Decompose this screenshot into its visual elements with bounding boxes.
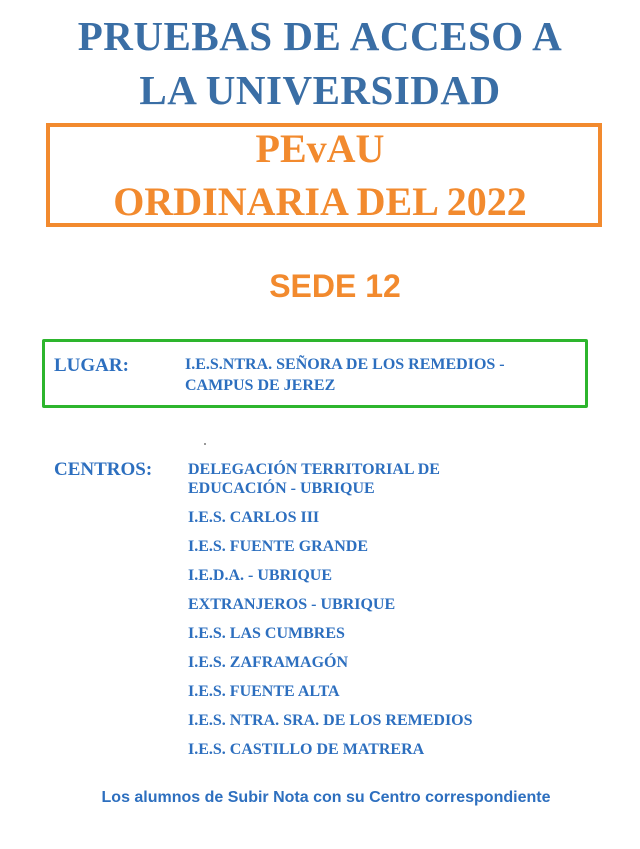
lugar-line-2: CAMPUS DE JEREZ [185,377,336,394]
centro-item [188,682,528,701]
centro-line: I.E.S. FUENTE GRANDE [188,538,369,555]
centro-line: I.E.D.A. - UBRIQUE [188,567,333,584]
centro-item [188,711,528,730]
centro-item [188,624,528,643]
stray-dot [204,443,206,445]
centro-line: I.E.S. ZAFRAMAGÓN [188,654,349,671]
centro-item [188,537,528,556]
centro-line: EDUCACIÓN - UBRIQUE [188,480,375,497]
centro-line: DELEGACIÓN TERRITORIAL DE [188,461,440,478]
centro-line: I.E.S. LAS CUMBRES [188,625,345,642]
centros-list [188,460,528,759]
centro-item [188,566,528,585]
footer-note: Los alumnos de Subir Nota con su Centro correspondiente [101,789,551,806]
centro-item [188,653,528,672]
centro-line: EXTRANJEROS - UBRIQUE [188,596,396,613]
sede-heading: SEDE 12 [269,268,401,304]
exam-session: ORDINARIA DEL 2022 [113,179,527,224]
centro-item [188,595,528,614]
lugar-label: LUGAR: [54,355,129,376]
centros-label: CENTROS: [54,459,153,480]
centro-line: I.E.S. FUENTE ALTA [188,683,340,700]
lugar-value [185,354,585,396]
title-line-1: PRUEBAS DE ACCESO A [77,13,563,59]
centro-item [188,740,528,759]
centro-item [188,460,528,498]
centro-line: I.E.S. CARLOS III [188,509,320,526]
centro-item [188,508,528,527]
centro-line: I.E.S. NTRA. SRA. DE LOS REMEDIOS [188,712,473,729]
lugar-line-1: I.E.S.NTRA. SEÑORA DE LOS REMEDIOS - [185,356,505,373]
centro-line: I.E.S. CASTILLO DE MATRERA [188,741,425,758]
exam-name: PEvAU [255,126,385,171]
title-line-2: LA UNIVERSIDAD [139,67,501,113]
